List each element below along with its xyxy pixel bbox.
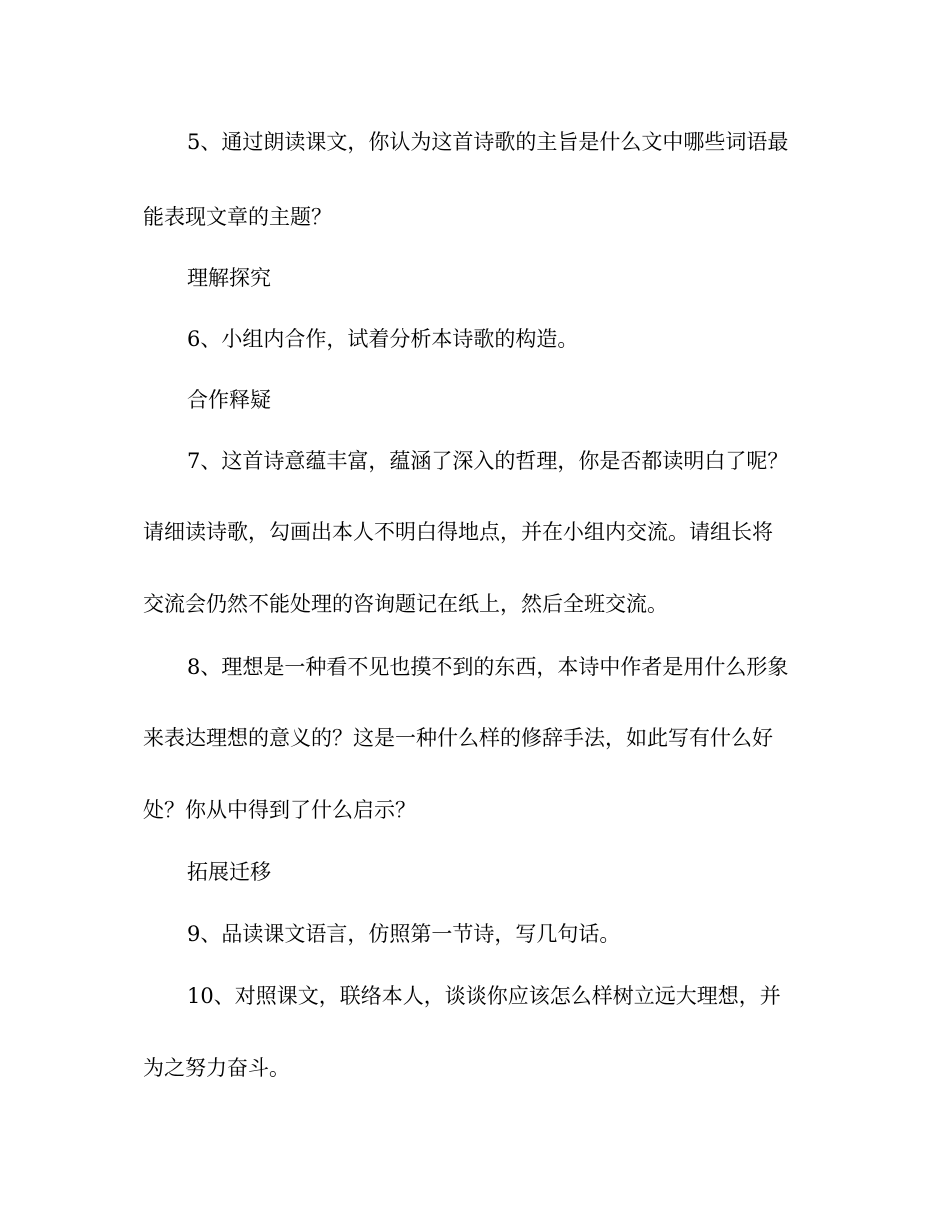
question-5-line-2: 能表现文章的主题？ — [143, 205, 332, 229]
question-6-line-1: 6、小组内合作，试着分析本诗歌的构造。 — [187, 327, 579, 351]
question-7-line-1: 7、这首诗意蕴丰富，蕴涵了深入的哲理，你是否都读明白了呢？ — [187, 449, 789, 473]
question-5-line-1: 5、通过朗读课文，你认为这首诗歌的主旨是什么文中哪些词语最 — [187, 130, 789, 154]
section-heading-cooperation: 合作释疑 — [187, 388, 271, 412]
question-9-line-1: 9、品读课文语言，仿照第一节诗，写几句话。 — [187, 922, 621, 946]
question-10-line-2: 为之努力奋斗。 — [143, 1056, 290, 1080]
section-heading-extension: 拓展迁移 — [187, 860, 271, 884]
question-7-line-3: 交流会仍然不能处理的咨询题记在纸上，然后全班交流。 — [143, 592, 668, 616]
question-8-line-2: 来表达理想的意义的？这是一种什么样的修辞手法，如此写有什么好 — [143, 726, 773, 750]
section-heading-understanding: 理解探究 — [187, 266, 271, 290]
question-8-line-1: 8、理想是一种看不见也摸不到的东西，本诗中作者是用什么形象 — [187, 655, 789, 679]
question-10-line-1: 10、对照课文，联络本人，谈谈你应该怎么样树立远大理想，并 — [187, 984, 781, 1008]
question-7-line-2: 请细读诗歌，勾画出本人不明白得地点，并在小组内交流。请组长将 — [143, 520, 773, 544]
question-8-line-3: 处？你从中得到了什么启示？ — [143, 798, 416, 822]
